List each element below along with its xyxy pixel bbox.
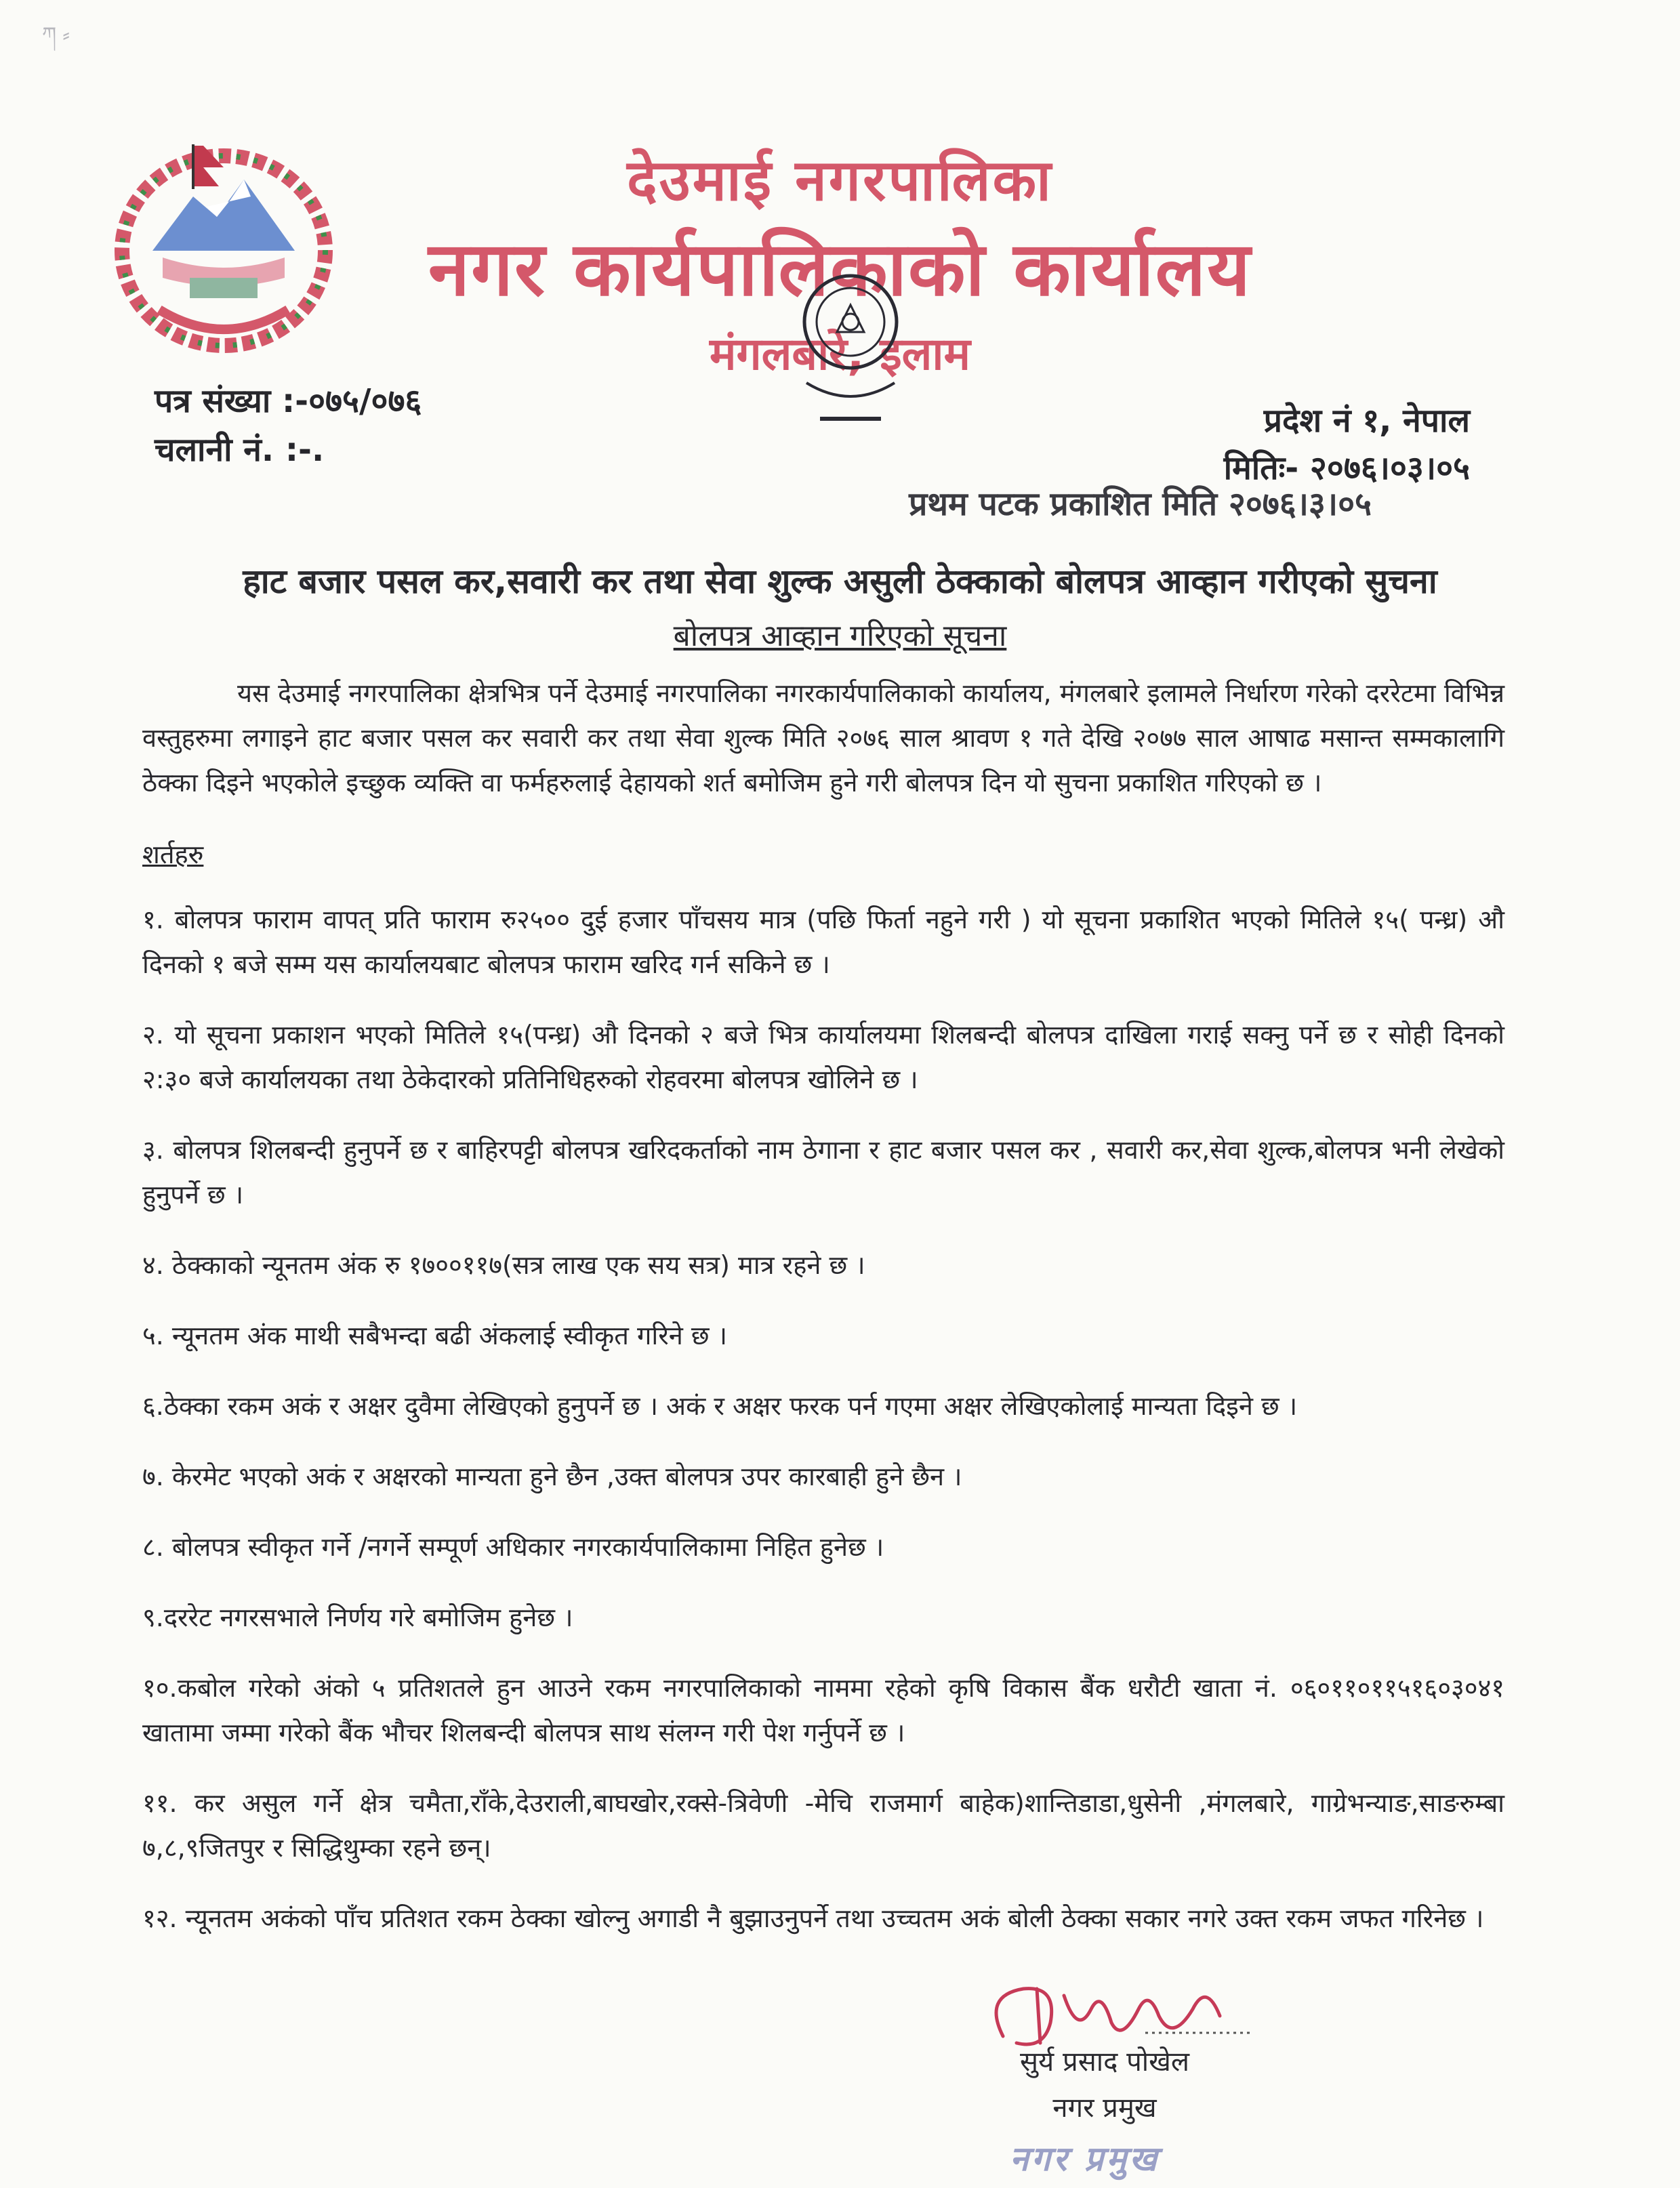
notice-subtitle-wrap: [0, 614, 1680, 655]
letter-meta: [155, 377, 422, 474]
term-item: ६.ठेक्का रकम अकं र अक्षर दुवैमा लेखिएको हुनुपर्ने छ । अकं र अक्षर फरक पर्न गएमा अक्षर लेखिएकोलाई मान्यता दिइने छ ।: [142, 1391, 1298, 1421]
first-published-date: प्रथम पटक प्रकाशित मिति २०७६।३।०५: [909, 485, 1372, 523]
term-item: १२. न्यूनतम अकंको पाँच प्रतिशत रकम ठेक्का खोल्नु अगाडी नै बुझाउनुपर्ने तथा उच्चतम अकं बोली ठेक्का सकार नगरे उक्त रकम जफत गरिनेछ ।: [142, 1903, 1484, 1933]
dispatch-number: चलानी नं. :-.: [155, 431, 325, 469]
letter-number: पत्र संख्या :-०७५/०७६: [155, 382, 422, 420]
signatory-title: नगर प्रमुख: [1052, 2092, 1157, 2124]
office-name: नगर कार्यपालिकाको कार्यालय: [428, 226, 1252, 312]
letter-location-date: [1224, 397, 1470, 492]
term-item: ११. कर असुल गर्ने क्षेत्र चमैता,राँके,देउराली,बाघखोर,रक्से-त्रिवेणी -मेचि राजमार्ग बाहेक)शान्तिडाडा,धुसेनी ,मंगलबारे, गाग्रेभन्याङ,साङरुम्बा ७,८,९जितपुर र सिद्धिथुम्का रहने छन्।: [142, 1788, 1504, 1863]
notice-title: हाट बजार पसल कर,सवारी कर तथा सेवा शुल्क असुली ठेक्काको बोलपत्र आव्हान गरीएको सुचना: [243, 562, 1437, 601]
intro-paragraph: यस देउमाई नगरपालिका क्षेत्रभित्र पर्ने देउमाई नगरपालिका नगरकार्यपालिकाको कार्यालय, मंगलबारे इलामले निर्धारण गरेको दररेटमा विभिन्न वस्तुहरुमा लगाइने हाट बजार पसल कर सवारी कर तथा सेवा शुल्क मिति २०७६ साल श्रावण १ गते देखि २०७७ साल आषाढ मसान्त सम्मकालागि ठेक्का दिइने भएकोले इच्छुक व्यक्ति वा फर्महरुलाई देहायको शर्त बमोजिम हुने गरी बोलपत्र दिन यो सुचना प्रकाशित गरिएको छ ।: [142, 678, 1504, 798]
office-seal-icon: [779, 268, 922, 451]
designation-stamp: नगर प्रमुख: [1010, 2139, 1160, 2179]
term-item: ८. बोलपत्र स्वीकृत गर्ने /नगर्ने सम्पूर्ण अधिकार नगरकार्यपालिकामा निहित हुनेछ ।: [142, 1532, 884, 1562]
notice-body: [142, 671, 1504, 1966]
term-item: ४. ठेक्काको न्यूनतम अंक रु १७००११७(सत्र लाख एक सय सत्र) मात्र रहने छ ।: [142, 1250, 865, 1280]
municipality-name: देउमाई नगरपालिका: [627, 147, 1053, 213]
term-item: ३. बोलपत्र शिलबन्दी हुनुपर्ने छ र बाहिरपट्टी बोलपत्र खरिदकर्ताको नाम ठेगाना र हाट बजार पसल कर , सवारी कर,सेवा शुल्क,बोलपत्र भनी लेखेको हुनुपर्ने छ ।: [142, 1135, 1504, 1210]
signatory-name: सुर्य प्रसाद पोखेल: [1020, 2046, 1189, 2078]
term-item: ९.दररेट नगरसभाले निर्णय गरे बमोजिम हुनेछ ।: [142, 1603, 573, 1632]
term-item: २. यो सूचना प्रकाशन भएको मितिले १५(पन्ध्र) औ दिनको २ बजे भित्र कार्यालयमा शिलबन्दी बोलपत्र दाखिला गराई सक्नु पर्ने छ र सोही दिनको २:३० बजे कार्यालयका तथा ठेकेदारको प्रतिनिधिहरुको रोहवरमा बोलपत्र खोलिने छ ।: [142, 1020, 1504, 1094]
notice-subtitle: बोलपत्र आव्हान गरिएको सूचना: [673, 619, 1007, 653]
province: प्रदेश नं १, नेपाल: [1263, 402, 1470, 440]
term-item: ७. केरमेट भएको अकं र अक्षरको मान्यता हुने छैन ,उक्त बोलपत्र उपर कारबाही हुने छैन ।: [142, 1462, 962, 1491]
office-address: मंगलबारे, इलाम: [710, 328, 970, 380]
term-item: ५. न्यूनतम अंक माथी सबैभन्दा बढी अंकलाई स्वीकृत गरिने छ ।: [142, 1321, 728, 1350]
terms-heading: शर्तहरु: [142, 840, 204, 869]
term-item: १०.कबोल गरेको अंको ५ प्रतिशतले हुन आउने रकम नगरपालिकाको नाममा रहेको कृषि विकास बैंक धरौटी खाता नं. ०६०११०११५१६०३०४१ खातामा जम्मा गरेको बैंक भौचर शिलबन्दी बोलपत्र साथ संलग्न गरी पेश गर्नुपर्ने छ ।: [142, 1673, 1504, 1748]
term-item: १. बोलपत्र फाराम वापत् प्रति फाराम रु२५०० दुई हजार पाँचसय मात्र (पछि फिर्ता नहुने गरी ) यो सूचना प्रकाशित भएको मितिले १५( पन्ध्र) औ दिनको १ बजे सम्म यस कार्यालयबाट बोलपत्र फाराम खरिद गर्न सकिने छ ।: [142, 905, 1504, 979]
letter-date: मितिः- २०७६।०३।०५: [1223, 449, 1470, 487]
scan-corner-mark: ཀ ⸗: [42, 23, 70, 47]
